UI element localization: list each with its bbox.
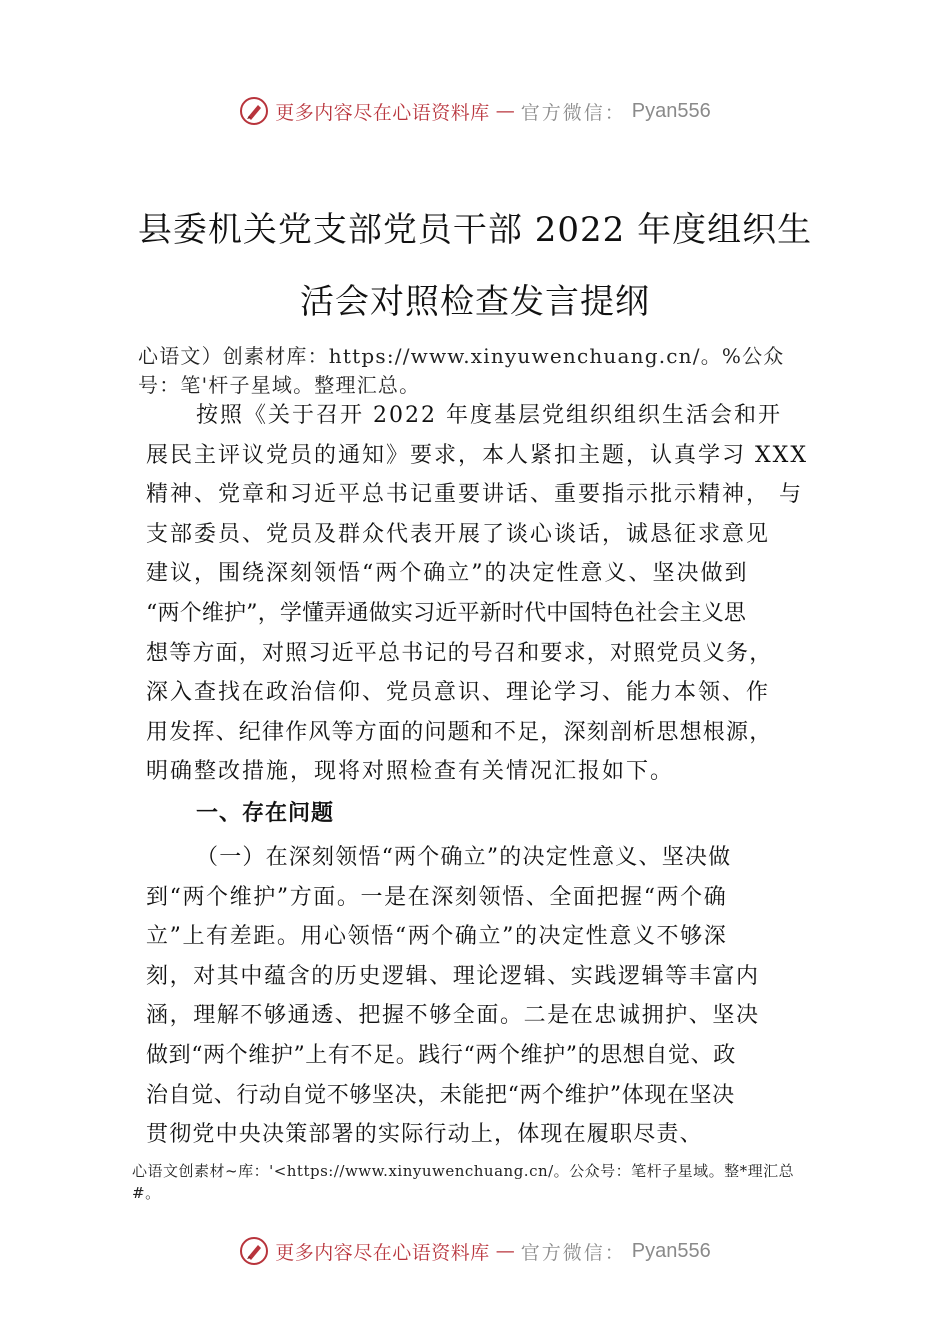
watermark-dash: — [495, 100, 515, 122]
footer-source-note [132, 1160, 852, 1204]
intro-line: 深入查找在政治信仰、党员意识、理论学习、能力本领、作 [146, 680, 771, 706]
source-header-line-1: 心语文）创素材库：https://www.xinyuwenchuang.cn/。%公众 [138, 344, 785, 368]
section-line: 贯彻党中央决策部署的实际行动上，体现在履职尽责、 [146, 1122, 703, 1148]
source-header [138, 342, 858, 400]
section-line: 涵，理解不够通透、把握不够全面。二是在忠诚拥护、坚决 [146, 1003, 760, 1029]
watermark-dash: — [495, 1240, 515, 1262]
watermark-brand: 更多内容尽在心语资料库 [275, 1241, 490, 1264]
intro-line: 展民主评议党员的通知》要求，本人紧扣主题，认真学习 XXX [146, 442, 808, 468]
watermark-official-label: 官方微信： [520, 101, 626, 124]
pen-logo-icon [239, 1236, 269, 1266]
top-watermark [0, 96, 950, 126]
watermark-wechat-id: Pyan556 [631, 1239, 711, 1262]
section-line: 立”上有差距。用心领悟“两个确立”的决定性意义不够深 [146, 924, 728, 950]
section-line: 刻，对其中蕴含的历史逻辑、理论逻辑、实践逻辑等丰富内 [146, 963, 760, 989]
intro-paragraph [146, 396, 826, 792]
watermark-wechat-id: Pyan556 [631, 99, 711, 122]
section-line: 治自觉、行动自觉不够坚决，未能把“两个维护”体现在坚决 [146, 1082, 735, 1108]
intro-line: “两个维护”，学懂弄通做实习近平新时代中国特色社会主义思 [146, 600, 747, 626]
intro-line: 按照《关于召开 2022 年度基层党组织组织生活会和开 [196, 403, 782, 428]
watermark-official-label: 官方微信： [520, 1241, 626, 1264]
document-title-line-1: 县委机关党支部党员干部 2022 年度组织生 [137, 210, 813, 250]
bottom-watermark [0, 1236, 950, 1266]
section-line: （一）在深刻领悟“两个确立”的决定性意义、坚决做 [196, 845, 732, 870]
watermark-brand: 更多内容尽在心语资料库 [275, 101, 490, 124]
footer-note-line-1: 心语文创素材~库：'<https://www.xinyuwenchuang.cn/。公众号：笔杆子星域。整*理汇总 [132, 1162, 795, 1180]
intro-line: 支部委员、党员及群众代表开展了谈心谈话，诚恳征求意见 [146, 521, 771, 547]
intro-line: 明确整改措施，现将对照检查有关情况汇报如下。 [146, 759, 675, 785]
section-line: 到“两个维护”方面。一是在深刻领悟、全面把握“两个确 [146, 884, 728, 910]
section-paragraph [146, 838, 826, 1155]
section-line: 做到“两个维护”上有不足。践行“两个维护”的思想自觉、政 [146, 1042, 736, 1068]
document-title-line-2: 活会对照检查发言提纲 [300, 282, 650, 322]
intro-line: 想等方面，对照习近平总书记的号召和要求，对照党员义务， [146, 640, 773, 666]
pen-logo-icon [239, 96, 269, 126]
intro-line: 精神、党章和习近平总书记重要讲话、重要指示批示精神， 与 [146, 482, 803, 508]
section-heading: 一、存在问题 [196, 801, 335, 826]
footer-note-line-2: #。 [132, 1184, 161, 1202]
intro-line: 建议，围绕深刻领悟“两个确立”的决定性意义、坚决做到 [146, 561, 749, 587]
intro-line: 用发挥、纪律作风等方面的问题和不足，深刻剖析思想根源， [146, 719, 773, 745]
source-header-line-2: 号：笔'杆子星域。整理汇总。 [138, 373, 421, 397]
